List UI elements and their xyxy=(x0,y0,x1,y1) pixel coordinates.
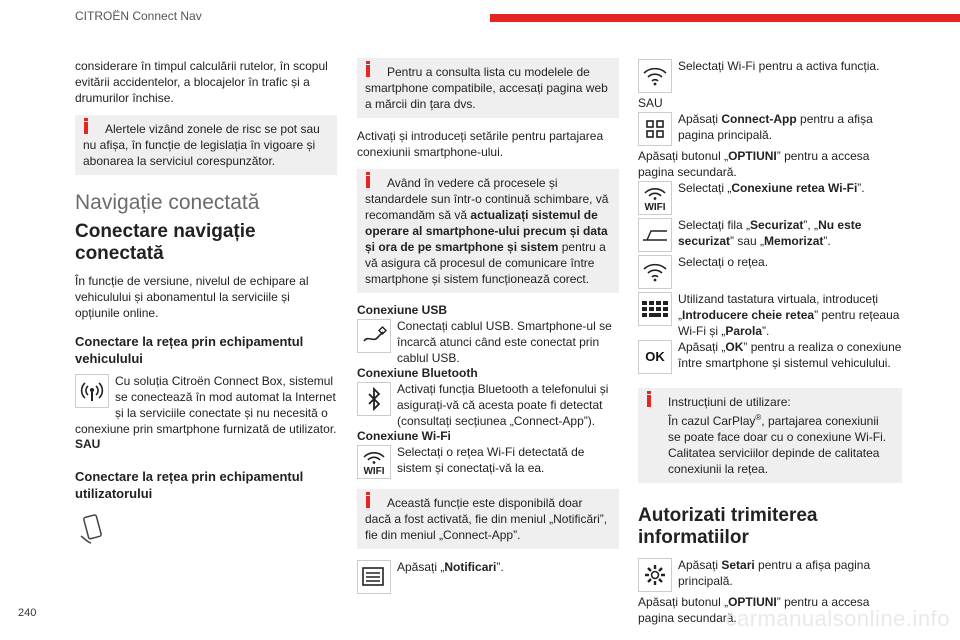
info-box: Instrucțiuni de utilizare: În cazul CarPlay®, partajarea conexiunii se poate face doar cu o conexiune Wi-Fi. Calitatea serviciilor depinde de calitatea conexiunii la rețea. xyxy=(638,388,902,483)
settings-row: Apăsați Setari pentru a afișa pagina principală. xyxy=(638,557,902,589)
paragraph: considerare în timpul calculării rutelor, în scopul evitării accidentelor, a blocajelor în trafic și a drumurilor închise. xyxy=(75,59,328,105)
tab-icon xyxy=(638,218,672,252)
section-title: Navigație conectată xyxy=(75,191,260,214)
column-1 xyxy=(75,58,337,546)
ok-button-icon: OK xyxy=(638,340,672,374)
wifi-icon xyxy=(638,255,672,289)
info-box: Pentru a consulta lista cu modelele de smartphone compatibile, accesați pagina web a mărcii din țara dvs. xyxy=(357,58,619,118)
keyboard-icon xyxy=(638,292,672,326)
paragraph: Activați și introduceți setările pentru partajarea conexiunii smartphone-ului. xyxy=(357,129,604,159)
paragraph: În funcție de versiune, nivelul de echipare al vehiculului și abonamentul la serviciile și opțiunile online. xyxy=(75,274,309,320)
column-3: Selectați Wi-Fi pentru a activa funcția. SAU Apăsați Connect-App pentru a afișa pagina principală. Apăsați butonul „OPTIUNI” pentru a accesa pagina secundară. WIFI Selectați „Conexiune retea Wi-Fi”. Selectați fila „Securizat”, „Nu este securizat” sau „Memorizat”. Selectați o rețea. Utilizand tastatura virtuala, introduceți „Introducere cheie retea” pentru rețeaua Wi-Fi și „Parola”. OK Apăsați „OK” pentru a realiza o conexiune între smartphone și sistemul vehiculului. Instrucțiuni de utilizare: În cazul CarPlay®, partajarea conexiunii se poate face doar cu o conexiune Wi-Fi. Calitatea serviciilor depinde de calitatea conexiunii la rețea. Autorizati trimiterea informatiilor Apăsați Setari pentru a afișa pagina principală. Apăsați butonul „OPTIUNI” pentru a accesa pagina secundară. xyxy=(638,59,902,625)
gear-icon xyxy=(638,558,672,592)
info-icon xyxy=(84,122,88,134)
antenna-icon xyxy=(75,374,109,408)
bluetooth-icon xyxy=(357,382,391,416)
header-red-bar xyxy=(490,14,960,22)
keyboard-row: Utilizand tastatura virtuala, introduceți „Introducere cheie retea” pentru rețeaua Wi-Fi și „Parola”. xyxy=(638,291,902,339)
page-number: 240 xyxy=(18,607,37,619)
svg-text:WIFI: WIFI xyxy=(363,466,385,476)
bluetooth-row: Activați funcția Bluetooth a telefonului și asigurați-vă că acesta poate fi detectat (consultați secțiunea „Connect-App”). xyxy=(357,381,619,429)
running-header: CITROËN Connect Nav xyxy=(75,9,202,23)
ok-row: OK Apăsați „OK” pentru a realiza o conexiune între smartphone și sistemul vehiculului. xyxy=(638,339,902,371)
apps-grid-icon xyxy=(638,112,672,146)
notifications-icon xyxy=(357,560,391,594)
notifications-row: Apăsați „Notificari”. xyxy=(357,559,619,595)
info-icon xyxy=(366,496,370,508)
usb-row: Conectați cablul USB. Smartphone-ul se încarcă atunci când este conectat prin cablul USB. xyxy=(357,318,619,366)
connect-app-row: Apăsați Connect-App pentru a afișa pagina principală. xyxy=(638,111,902,143)
select-network-row: Selectați o rețea. xyxy=(638,254,902,270)
info-box: Alertele vizând zonele de risc se pot sau nu afișa, în funcție de legislația în vigoare și abonarea la serviciul corespunzător. xyxy=(75,115,337,175)
heading-user-equipment: Conectare la rețea prin echipamentul utilizatorului xyxy=(75,469,304,501)
wifi-label-icon xyxy=(357,445,391,479)
wifi-icon xyxy=(638,59,672,93)
wifi-activate-row: Selectați Wi-Fi pentru a activa funcția. xyxy=(638,58,902,74)
column-2 xyxy=(357,58,619,595)
watermark: carmanualsonline.info xyxy=(725,606,950,631)
heading-vehicle-equipment: Conectare la rețea prin echipamentul vehiculului xyxy=(75,334,304,366)
heading-authorize-sending: Autorizati trimiterea informatiilor xyxy=(638,505,818,548)
or-label: SAU xyxy=(75,437,101,451)
info-icon xyxy=(647,395,651,407)
heading-wifi: Conexiune Wi-Fi xyxy=(357,429,451,443)
svg-text:WIFI: WIFI xyxy=(644,202,666,212)
heading-connect-nav: Conectare navigație conectată xyxy=(75,221,256,264)
tab-select-row: Selectați fila „Securizat”, „Nu este securizat” sau „Memorizat”. xyxy=(638,217,902,249)
info-box: Având în vedere că procesele și standardele sun într-o continuă schimbare, vă recomandăm să vă actualizați sistemul de operare al smartphone-ului precum și data și ora de pe smartphone și sistem pentru a vă asigura că procesul de comunicare între smartphone și sistem funcționează corect. xyxy=(357,169,619,293)
info-icon xyxy=(366,176,370,188)
smartphone-icon xyxy=(75,512,109,546)
info-icon xyxy=(366,65,370,77)
connect-box-row: Cu soluția Citroën Connect Box, sistemul se conectează în mod automat la Internet și la serviciile conectate și nu necesită o conexiune prin smartphone furnizată de utilizator. xyxy=(75,374,337,436)
heading-bluetooth: Conexiune Bluetooth xyxy=(357,366,478,380)
wifi-label-icon xyxy=(638,181,672,215)
info-box: Această funcție este disponibilă doar dacă a fost activată, fie din meniul „Notificări”, fie din meniul „Connect-App”. xyxy=(357,489,619,549)
usb-cable-icon xyxy=(357,319,391,353)
wifi-row: WIFI Selectați o rețea Wi-Fi detectată de sistem și conectați-vă la ea. xyxy=(357,444,619,476)
wifi-network-row: WIFI Selectați „Conexiune retea Wi-Fi”. xyxy=(638,180,902,196)
or-label: SAU xyxy=(638,96,663,110)
heading-usb: Conexiune USB xyxy=(357,303,448,317)
